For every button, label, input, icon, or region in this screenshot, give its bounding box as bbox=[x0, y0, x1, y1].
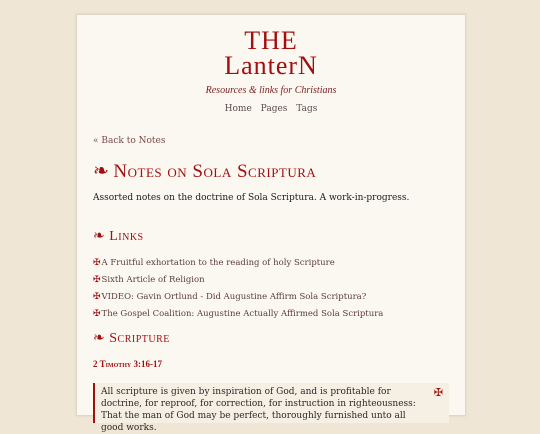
page-title bbox=[93, 160, 316, 183]
cross-pattee-icon: ✠ bbox=[93, 309, 101, 319]
cross-pattee-icon: ✠ bbox=[93, 292, 101, 302]
back-to-notes-link[interactable]: « Back to Notes bbox=[93, 136, 166, 146]
content-page bbox=[76, 14, 466, 433]
list-item bbox=[93, 272, 383, 289]
links-heading-text: Links bbox=[109, 229, 144, 244]
nav-tags[interactable]: Tags bbox=[296, 104, 318, 114]
list-item bbox=[93, 306, 383, 323]
cross-pattee-icon: ✠ bbox=[93, 258, 101, 268]
page-title-text: Notes on Sola Scriptura bbox=[113, 161, 317, 182]
hedera-fleuron-icon: ❧ bbox=[93, 229, 106, 244]
links-list bbox=[93, 255, 383, 323]
link-gospel-coalition[interactable]: The Gospel Coalition: Augustine Actually Affirmed Sola Scriptura bbox=[101, 309, 384, 319]
nav-home[interactable]: Home bbox=[224, 104, 252, 114]
site-title-line-1[interactable]: THE bbox=[244, 26, 298, 55]
list-item bbox=[93, 255, 383, 272]
link-sixth-article[interactable]: Sixth Article of Religion bbox=[101, 275, 205, 285]
cross-pattee-icon: ✠ bbox=[433, 386, 443, 399]
page-intro: Assorted notes on the doctrine of Sola Scriptura. A work-in-progress. bbox=[93, 193, 410, 203]
link-video-ortlund[interactable]: VIDEO: Gavin Ortlund - Did Augustine Affirm Sola Scriptura? bbox=[101, 292, 367, 302]
scripture-reference: 2 Timothy 3:16-17 bbox=[93, 359, 163, 369]
site-tagline: Resources & links for Christians bbox=[205, 85, 337, 96]
link-fruitful-exhortation[interactable]: A Fruitful exhortation to the reading of holy Scripture bbox=[101, 258, 335, 268]
main-nav bbox=[77, 104, 465, 114]
links-heading bbox=[93, 228, 144, 245]
scripture-heading bbox=[93, 330, 170, 347]
site-title-line-2[interactable]: LanterN bbox=[224, 51, 318, 80]
scripture-heading-text: Scripture bbox=[109, 331, 170, 346]
scripture-quote-text: All scripture is given by inspiration of God, and is profitable for doctrine, for reproof, for correction, for instruction in righteousness: That the man of God may be perfect, thoroughly furnished unto all good works. bbox=[101, 387, 416, 433]
hedera-fleuron-icon: ❧ bbox=[93, 331, 106, 346]
hedera-fleuron-icon: ❧ bbox=[93, 161, 110, 182]
cross-pattee-icon: ✠ bbox=[93, 275, 101, 285]
nav-pages[interactable]: Pages bbox=[260, 104, 288, 114]
scripture-quote bbox=[93, 383, 449, 433]
list-item bbox=[93, 289, 383, 306]
